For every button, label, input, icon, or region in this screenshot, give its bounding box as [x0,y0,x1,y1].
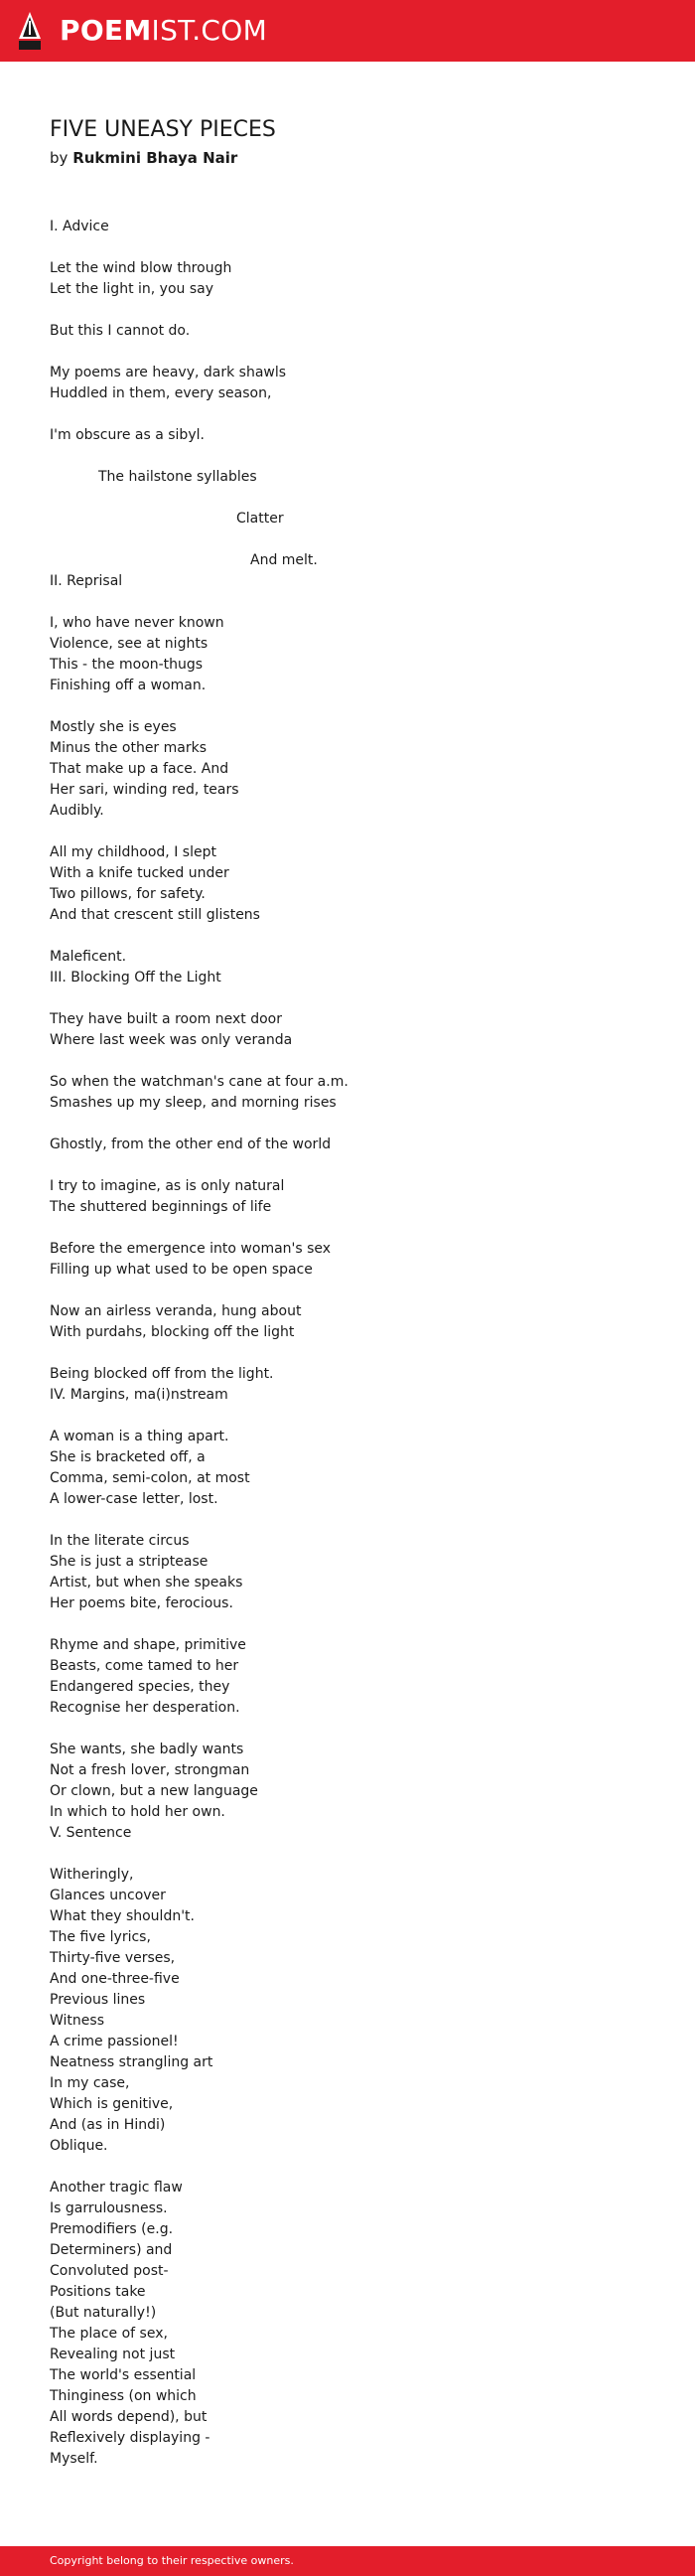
poem-line: So when the watchman's cane at four a.m. [50,1074,348,1090]
poem-line: All words depend), but [50,2409,208,2425]
site-logo[interactable] [60,14,267,48]
stanza-break [50,988,645,1009]
poem-line: A crime passionel! [50,2034,179,2049]
poem-line: Which is genitive, [50,2096,174,2112]
poem-line: Minus the other marks [50,740,208,756]
stanza-break [50,237,645,258]
footer-bar [0,2546,695,2576]
poem-line: In which to hold her own. [50,1804,225,1820]
poem-line: Not a fresh lover, strongman [50,1762,250,1778]
poem-line: Huddled in them, every season, [50,385,272,401]
poem-line: V. Sentence [50,1825,132,1841]
poem-line: Reflexively displaying - [50,2430,210,2446]
poem-body [50,217,645,2470]
poem-line: Her sari, winding red, tears [50,782,239,798]
poem-line: They have built a room next door [50,1011,282,1027]
poem-line: Audibly. [50,803,104,819]
stanza-break [50,530,645,550]
poem-line: A lower-case letter, lost. [50,1491,218,1507]
poem-line: The shuttered beginnings of life [50,1199,272,1215]
poem-line: I, who have never known [50,615,224,631]
poem-line: Artist, but when she speaks [50,1575,243,1591]
poem-line: Thirty-five verses, [50,1950,176,1966]
poem-line: Clatter [236,511,284,527]
stanza-break [50,1281,645,1301]
stanza-break [50,822,645,842]
poem-line: Premodifiers (e.g. [50,2221,174,2237]
stanza-break [50,1155,645,1176]
top-bar [0,0,695,62]
poem-line: What they shouldn't. [50,1908,195,1924]
poem-line: My poems are heavy, dark shawls [50,365,287,380]
poem-line: And one-three-five [50,1971,180,1987]
poem-line: The five lyrics, [50,1929,151,1945]
poem-line: The hailstone syllables [98,469,257,485]
stanza-break [50,1406,645,1427]
poem-line: Revealing not just [50,2347,176,2362]
stanza-break [50,1614,645,1635]
poem-line: Oblique. [50,2138,108,2154]
poem-line: I. Advice [50,219,109,234]
poem-line: She is bracketed off, a [50,1449,206,1465]
poem-line: Filling up what used to be open space [50,1262,313,1278]
stanza-break [50,1114,645,1135]
poem-line: I'm obscure as a sibyl. [50,427,205,443]
poem-line: The place of sex, [50,2326,168,2342]
poem-line: Endangered species, they [50,1679,230,1695]
poem-line: III. Blocking Off the Light [50,970,221,985]
copyright-notice: Copyright belong to their respective owners. [50,2554,294,2567]
stanza-break [50,1218,645,1239]
logo-bold-text: POEM [60,14,152,47]
poem-line: Comma, semi-colon, at most [50,1470,250,1486]
poem-line: (But naturally!) [50,2305,157,2321]
poem-line: Finishing off a woman. [50,678,207,693]
stanza-break [50,446,645,467]
poem-line: Convoluted post- [50,2263,169,2279]
poem-line: With purdahs, blocking off the light [50,1324,295,1340]
poem-line: In my case, [50,2075,130,2091]
poem-line: And melt. [250,552,318,568]
poem-line: Beasts, come tamed to her [50,1658,239,1674]
poem-line: And (as in Hindi) [50,2117,166,2133]
stanza-break [50,1051,645,1072]
author-name[interactable]: Rukmini Bhaya Nair [72,149,238,167]
poem-line: IV. Margins, ma(i)nstream [50,1387,228,1403]
poem-line: Where last week was only veranda [50,1032,293,1048]
poem-line: But this I cannot do. [50,323,191,339]
poem-line: Previous lines [50,1992,146,2008]
poem-line: Recognise her desperation. [50,1700,240,1716]
poem-line: Another tragic flaw [50,2180,183,2196]
poem-line: Being blocked off from the light. [50,1366,274,1382]
stanza-break [50,404,645,425]
stanza-break [50,300,645,321]
stanza-break [50,1510,645,1531]
by-label: by [50,149,69,167]
poem-line: Two pillows, for safety. [50,886,206,902]
poem-line: Witness [50,2013,104,2029]
poem-line: Before the emergence into woman's sex [50,1241,332,1257]
poem-line: She is just a striptease [50,1554,208,1570]
poem-line: Neatness strangling art [50,2054,213,2070]
poem-line: That make up a face. And [50,761,229,777]
byline [50,147,237,169]
logo-light-text: IST.COM [151,14,268,47]
poem-line: Now an airless veranda, hung about [50,1303,302,1319]
poem-title: FIVE UNEASY PIECES [50,117,276,142]
poem-line: Positions take [50,2284,146,2300]
poem-line: II. Reprisal [50,573,123,589]
stanza-break [50,696,645,717]
poem-line: Myself. [50,2451,98,2467]
stanza-break [50,1844,645,1865]
poem-line: Rhyme and shape, primitive [50,1637,246,1653]
poem-line: All my childhood, I slept [50,844,216,860]
poem-line: Thinginess (on which [50,2388,197,2404]
poem-line: Witheringly, [50,1867,134,1883]
poem-line: Determiners) and [50,2242,173,2258]
poem-line: Is garrulousness. [50,2200,168,2216]
poem-line: This - the moon-thugs [50,657,204,673]
poem-line: Glances uncover [50,1888,166,1903]
poem-line: Smashes up my sleep, and morning rises [50,1095,337,1111]
stanza-break [50,342,645,363]
poem-line: Or clown, but a new language [50,1783,258,1799]
poem-line: And that crescent still glistens [50,907,260,923]
stanza-break [50,592,645,613]
poem-line: Ghostly, from the other end of the world [50,1136,332,1152]
stanza-break [50,1343,645,1364]
stanza-break [50,1719,645,1740]
poem-line: Let the wind blow through [50,260,232,276]
pen-nib-icon [17,11,43,51]
stanza-break [50,926,645,947]
poem-line: Let the light in, you say [50,281,214,297]
poem-line: I try to imagine, as is only natural [50,1178,285,1194]
poem-line: Her poems bite, ferocious. [50,1595,233,1611]
poem-line: In the literate circus [50,1533,190,1549]
poem-line: A woman is a thing apart. [50,1429,229,1444]
poem-line: With a knife tucked under [50,865,229,881]
stanza-break [50,488,645,509]
stanza-break [50,2157,645,2178]
poem-line: Mostly she is eyes [50,719,177,735]
poem-line: She wants, she badly wants [50,1742,244,1757]
poem-line: Maleficent. [50,949,127,965]
poem-line: Violence, see at nights [50,636,208,652]
poem-line: The world's essential [50,2367,197,2383]
